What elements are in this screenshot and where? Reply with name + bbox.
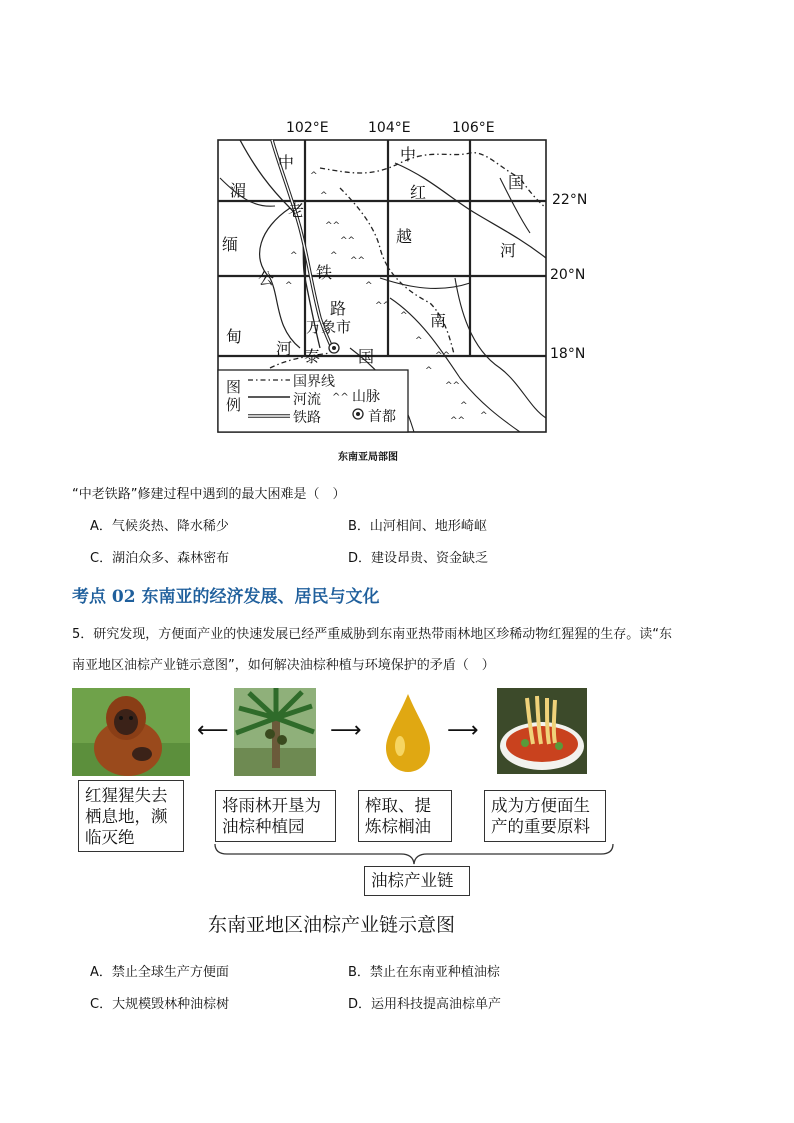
svg-text:^^: ^^ [450,416,466,426]
chain-box-plantation: 将雨林开垦为 油棕种植园 [215,790,336,842]
q5-text-line1: 5．研究发现，方便面产业的快速发展已经严重威胁到东南亚热带雨林地区珍稀动物红猩猩的生存。读“东 [72,627,673,642]
legend-river-label: 河流 [293,392,321,408]
map-label-hong: 红 [410,183,427,202]
oil-palm-image [234,688,316,776]
orangutan-image [72,688,190,776]
arrow-right-2: ⟶ [447,718,479,743]
map-label-guo: 国 [508,173,525,192]
svg-text:^: ^ [290,251,298,261]
legend-title: 图例 [226,378,242,414]
chain-box-noodles: 成为方便面生 产的重要原料 [484,790,606,842]
q4-option-d[interactable]: D．建设昂贵、资金缺乏 [348,551,489,566]
map-label-lu: 路 [330,299,347,318]
map-label-yue: 越 [396,227,413,246]
arrow-left: ⟵ [197,718,229,743]
svg-text:^: ^ [460,401,468,411]
q4-option-c[interactable]: C．湖泊众多、森林密布 [90,551,230,566]
legend-border-label: 国界线 [293,374,335,390]
map-label-vientiane: 万象市 [306,318,352,336]
map-label-zhong1: 中 [278,153,295,172]
q5-option-b[interactable]: B．禁止在东南亚种植油棕 [348,965,500,980]
q4-option-b[interactable]: B．山河相间、地形崎岖 [348,519,487,534]
chain-label-box: 油棕产业链 [364,866,470,896]
svg-text:^: ^ [415,336,423,346]
legend-railway-label: 铁路 [293,410,321,426]
map-caption: 东南亚局部图 [338,452,398,463]
map-label-mei: 湄 [230,181,247,200]
svg-text:^^: ^^ [435,351,451,361]
q5-option-c[interactable]: C．大规模毁林种油棕树 [90,997,230,1012]
svg-text:^: ^ [425,366,433,376]
map-label-guo2: 国 [358,347,375,366]
map-label-he1: 河 [276,339,293,358]
svg-text:^: ^ [365,281,373,291]
q4-option-a[interactable]: A．气候炎热、降水稀少 [90,519,229,534]
svg-text:^^: ^^ [445,381,461,391]
map-label-tie: 铁 [316,263,333,282]
svg-text:^: ^ [320,191,328,201]
svg-text:^^: ^^ [350,256,366,266]
map-label-he2: 河 [500,241,517,260]
svg-text:^^: ^^ [340,236,356,246]
arrow-right-1: ⟶ [330,718,362,743]
oil-drop-image [378,688,438,776]
svg-text:^: ^ [400,311,408,321]
q4-text: “中老铁路”修建过程中遇到的最大困难是（ ） [72,487,346,502]
chain-box-extraction: 榨取、提 炼棕榈油 [358,790,452,842]
q5-option-d[interactable]: D．运用科技提高油棕单产 [348,997,502,1012]
legend-capital-label: 首都 [368,409,396,425]
chain-box-orangutan: 红猩猩失去 栖息地，濒 临灭绝 [78,780,184,852]
svg-text:^: ^ [330,251,338,261]
map-label-lao: 老 [288,201,305,220]
lon-label-104: 104°E [368,120,411,136]
map-label-nan: 南 [430,311,447,330]
lon-label-102: 102°E [286,120,329,136]
map-label-dian: 甸 [226,327,243,346]
lon-label-106: 106°E [452,120,495,136]
lat-label-20: 20°N [550,267,586,283]
map-label-zhong2: 中 [400,145,417,164]
map-figure [200,118,600,438]
svg-text:^^: ^^ [325,221,341,231]
lat-label-22: 22°N [552,192,588,208]
svg-text:^: ^ [480,411,488,421]
svg-text:^^: ^^ [332,392,349,403]
map-label-mian: 缅 [222,235,239,254]
map-label-tai: 泰 [304,347,321,366]
legend-mountain-label: 山脉 [352,389,380,405]
lat-label-18: 18°N [550,346,586,362]
chain-diagram-title: 东南亚地区油棕产业链示意图 [208,914,456,936]
q5-option-a[interactable]: A．禁止全球生产方便面 [90,965,229,980]
svg-text:^: ^ [285,281,293,291]
map-label-gong: 公 [258,269,275,288]
svg-text:^^: ^^ [375,301,391,311]
chain-brace [213,842,615,866]
section-heading: 考点 02 东南亚的经济发展、居民与文化 [72,587,380,607]
noodle-image [497,688,587,774]
svg-text:^: ^ [310,171,318,181]
q5-text-line2: 南亚地区油棕产业链示意图”，如何解决油棕种植与环境保护的矛盾（ ） [72,658,495,673]
